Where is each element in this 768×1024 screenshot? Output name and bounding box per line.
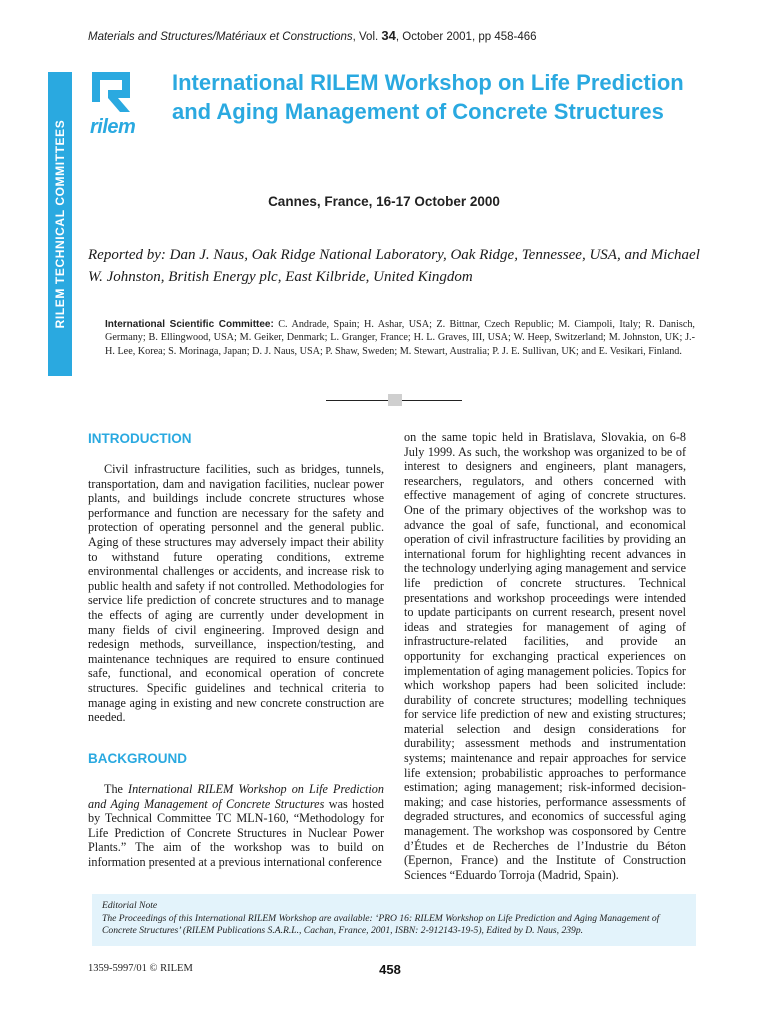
introduction-body: Civil infrastructure facilities, such as bridges, tunnels, transportation, dam and navigation facilities, nuclear power plants, and buildings include concrete structures whose performance and function are necessary for the safety and protection of operating personnel and the general public. Aging of these structures may adversely impact their ability to withstand future operating conditions, extreme environmental challenges or accidents, and increase risk to public health and safety if not controlled. Methodologies for service life prediction of concrete structures and to manage the effects of aging are currently under development in many fields of civil engineering. Improved design and redesign methods, surveillance, inspection/testing, and maintenance techniques are required to ensure continued safe, functional, and economical operation of concrete structures. Specific guidelines and technical criteria to manage aging in existing and new concrete construction are needed. [88, 462, 384, 725]
issue-info: , October 2001, pp 458-466 [395, 31, 537, 43]
background-body [88, 782, 384, 870]
journal-header [88, 28, 537, 43]
background-rest: was hosted by Technical Committee TC MLN-160, “Methodology for Life Prediction of Concrete Structures in Nuclear Power Plants.” The aim of the workshop was to build on information presented at a previous international conference [88, 796, 384, 869]
committee-members: C. Andrade, Spain; H. Ashar, USA; Z. Bittnar, Czech Republic; M. Ciampoli, Italy; R. Danisch, Germany; B. Ellingwood, USA; M. Geiker, Denmark; L. Granger, France; H. L. Graves, III, USA; W. Heep, Switzerland; M. Johnston, UK; J.-H. Lee, Korea; S. Morinaga, Japan; D. J. Naus, USA; P. Shaw, Sweden; M. Stewart, Australia; P. J. E. Sullivan, UK; and E. Vesikari, Finland. [105, 319, 695, 357]
committee-label: International Scientific Committee: [105, 319, 274, 330]
right-column-body: on the same topic held in Bratislava, Slovakia, on 6-8 July 1999. As such, the workshop was organized to be of interest to designers and engineers, plant managers, researchers, regulators, and others concerned with effective management of aging of concrete structures. One of the primary objectives of the workshop was to advance the goal of safe, functional, and economical operation of civil infrastructure facilities by providing an international forum for highlighting recent advances in the technology underlying aging management and service life prediction of concrete structures. Technical presentations and workshop proceedings were intended to update participants on current research, present novel ideas and strategies for management of aging of infrastructure-related facilities, and provide an opportunity for exchanging practical experiences on implementation of aging management policies. Topics for which workshop papers had been solicited include: durability of concrete structures; modelling techniques for service life prediction of new and existing structures; material selection and design considerations for durability; assessment methods and instrumentation systems; maintenance and repair approaches for service life extension; probabilistic approaches to performance estimation; aging management; risk-informed decision-making; and case histories, performance assessments of degraded structures, and economics of successful aging management. The workshop was cosponsored by Centre d’Études et de Recherches de l’Industrie du Béton (Epernon, France) and the Institute of Construction Sciences “Eduardo Torroja (Madrid, Spain). [404, 430, 686, 882]
background-intro: The [104, 782, 129, 796]
introduction-heading: INTRODUCTION [88, 431, 192, 446]
divider-ornament [388, 394, 402, 406]
background-heading: BACKGROUND [88, 751, 187, 766]
reported-by: Reported by: Dan J. Naus, Oak Ridge National Laboratory, Oak Ridge, Tennessee, USA, and Michael W. Johnston, British Energy plc, East Kilbride, United Kingdom [88, 247, 700, 285]
workshop-location: Cannes, France, 16-17 October 2000 [268, 194, 500, 209]
scientific-committee [105, 318, 695, 358]
volume-prefix: , Vol. [352, 31, 382, 43]
workshop-name: International RILEM Workshop on Life Prediction and Aging Management of Concrete Structures [88, 782, 384, 811]
editorial-note-text: The Proceedings of this International RILEM Workshop are available: ‘PRO 16: RILEM Workshop on Life Prediction and Aging Management of Concrete Structures’ (RILEM Publications S.A.R.L., Cachan, France, 2001, ISBN: 2-912143-19-5), Edited by D. Naus, 239p. [102, 912, 660, 936]
volume-number: 34 [381, 28, 396, 43]
editorial-note-label: Editorial Note [102, 900, 158, 911]
rilem-logo-text: rilem [90, 116, 136, 138]
side-band-text: RILEM TECHNICAL COMMITTEES [53, 119, 67, 329]
editorial-note [92, 894, 696, 946]
side-band [48, 72, 72, 376]
journal-name: Materials and Structures/Matériaux et Constructions [88, 31, 353, 43]
paper-title: International RILEM Workshop on Life Prediction and Aging Management of Concrete Structures [172, 70, 684, 124]
rilem-logo [88, 70, 152, 140]
rilem-logo-mark-icon [88, 70, 152, 118]
footer-code: 1359-5997/01 © RILEM [88, 963, 193, 974]
page-number: 458 [379, 962, 401, 977]
